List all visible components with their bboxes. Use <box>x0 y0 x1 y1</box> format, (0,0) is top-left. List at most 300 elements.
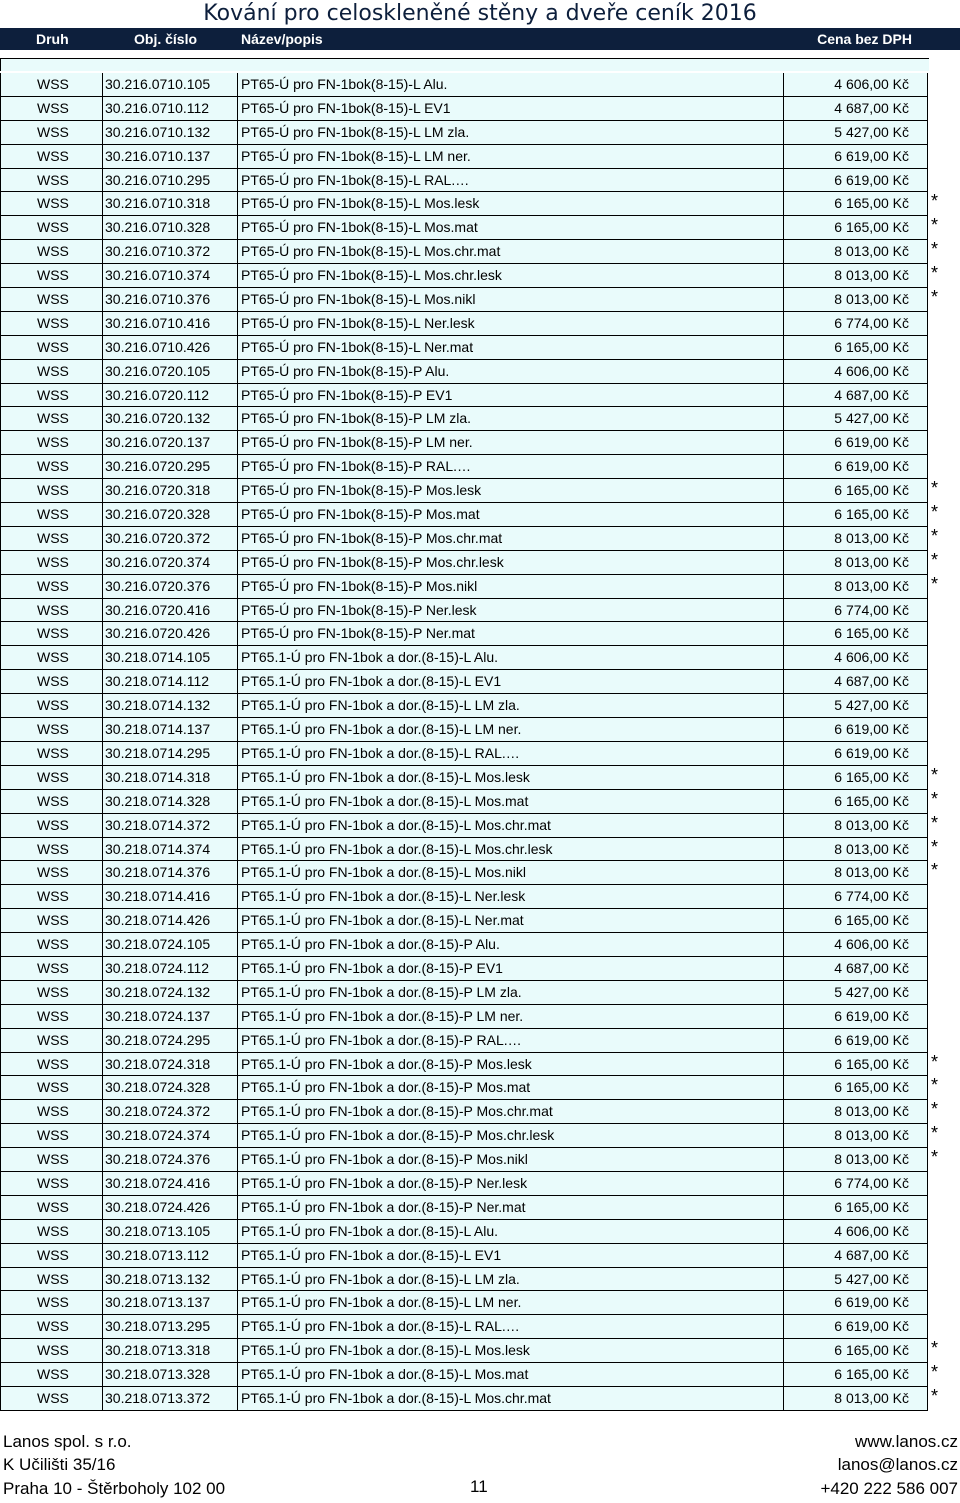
cell-obj-cislo: 30.216.0710.112 <box>103 97 238 121</box>
cell-obj-cislo: 30.218.0713.105 <box>103 1220 238 1244</box>
cell-nazev: PT65-Ú pro FN-1bok(8-15)-P LM zla. <box>238 407 784 431</box>
cell-druh: WSS <box>0 1244 103 1268</box>
cell-nazev: PT65.1-Ú pro FN-1bok a dor.(8-15)-P Mos.mat <box>238 1076 784 1100</box>
cell-obj-cislo: 30.218.0713.372 <box>103 1387 238 1411</box>
cell-nazev: PT65-Ú pro FN-1bok(8-15)-L LM ner. <box>238 145 784 169</box>
cell-obj-cislo: 30.218.0714.374 <box>103 838 238 862</box>
cell-obj-cislo: 30.218.0724.132 <box>103 981 238 1005</box>
cell-nazev: PT65.1-Ú pro FN-1bok a dor.(8-15)-L Mos.nikl <box>238 861 784 885</box>
footnote-star: * <box>931 549 939 570</box>
cell-cena: 6 165,00 Kč <box>784 1339 928 1363</box>
table-row <box>0 1196 960 1220</box>
cell-obj-cislo: 30.218.0714.372 <box>103 814 238 838</box>
cell-druh: WSS <box>0 1363 103 1387</box>
cell-obj-cislo: 30.216.0720.376 <box>103 575 238 599</box>
cell-druh: WSS <box>0 384 103 408</box>
cell-obj-cislo: 30.216.0710.295 <box>103 169 238 193</box>
cell-druh: WSS <box>0 814 103 838</box>
cell-obj-cislo: 30.216.0720.137 <box>103 431 238 455</box>
cell-druh: WSS <box>0 1220 103 1244</box>
footnote-star: * <box>931 1147 939 1168</box>
cell-cena: 6 619,00 Kč <box>784 742 928 766</box>
footnote-star: * <box>931 1075 939 1096</box>
footer-email-link[interactable]: lanos@lanos.cz <box>837 1455 958 1474</box>
table-row <box>0 957 960 981</box>
table-row <box>0 1387 960 1411</box>
table-row <box>0 527 960 551</box>
cell-obj-cislo: 30.218.0714.112 <box>103 670 238 694</box>
footnote-star: * <box>931 1051 939 1072</box>
cell-nazev: PT65.1-Ú pro FN-1bok a dor.(8-15)-P Mos.chr.mat <box>238 1100 784 1124</box>
cell-druh: WSS <box>0 407 103 431</box>
table-row <box>0 1172 960 1196</box>
cell-nazev: PT65.1-Ú pro FN-1bok a dor.(8-15)-P Ner.mat <box>238 1196 784 1220</box>
cell-druh: WSS <box>0 1005 103 1029</box>
table-row <box>0 360 960 384</box>
table-row <box>0 814 960 838</box>
header-obj-cislo: Obj. číslo <box>134 31 198 47</box>
cell-cena: 4 606,00 Kč <box>784 1220 928 1244</box>
table-row <box>0 455 960 479</box>
cell-obj-cislo: 30.216.0710.376 <box>103 288 238 312</box>
table-row <box>0 384 960 408</box>
cell-obj-cislo: 30.218.0724.328 <box>103 1076 238 1100</box>
cell-druh: WSS <box>0 1076 103 1100</box>
cell-nazev: PT65-Ú pro FN-1bok(8-15)-P Ner.lesk <box>238 599 784 623</box>
cell-cena: 8 013,00 Kč <box>784 838 928 862</box>
footer-street: K Učilišti 35/16 <box>3 1455 116 1474</box>
footnote-star: * <box>931 263 939 284</box>
cell-cena: 6 774,00 Kč <box>784 599 928 623</box>
cell-cena: 6 165,00 Kč <box>784 216 928 240</box>
cell-obj-cislo: 30.218.0713.132 <box>103 1268 238 1292</box>
cell-druh: WSS <box>0 145 103 169</box>
cell-cena: 8 013,00 Kč <box>784 264 928 288</box>
cell-nazev: PT65.1-Ú pro FN-1bok a dor.(8-15)-L Mos.chr.mat <box>238 1387 784 1411</box>
table-row <box>0 1053 960 1077</box>
table-row <box>0 1339 960 1363</box>
table-row <box>0 216 960 240</box>
cell-nazev: PT65.1-Ú pro FN-1bok a dor.(8-15)-P EV1 <box>238 957 784 981</box>
footnote-star: * <box>931 836 939 857</box>
cell-nazev: PT65.1-Ú pro FN-1bok a dor.(8-15)-L Ner.lesk <box>238 885 784 909</box>
cell-nazev: PT65.1-Ú pro FN-1bok a dor.(8-15)-L RAL.… <box>238 1315 784 1339</box>
table-header <box>0 28 960 50</box>
cell-druh: WSS <box>0 192 103 216</box>
table-row <box>0 766 960 790</box>
table-top-spacer <box>0 58 929 71</box>
cell-cena: 4 606,00 Kč <box>784 360 928 384</box>
cell-obj-cislo: 30.216.0710.416 <box>103 312 238 336</box>
cell-cena: 4 606,00 Kč <box>784 73 928 97</box>
cell-nazev: PT65.1-Ú pro FN-1bok a dor.(8-15)-P Mos.chr.lesk <box>238 1124 784 1148</box>
table-row <box>0 336 960 360</box>
table-row <box>0 503 960 527</box>
cell-nazev: PT65.1-Ú pro FN-1bok a dor.(8-15)-L LM zla. <box>238 694 784 718</box>
price-table <box>0 73 960 1411</box>
cell-druh: WSS <box>0 479 103 503</box>
table-row <box>0 1029 960 1053</box>
table-row <box>0 431 960 455</box>
cell-nazev: PT65.1-Ú pro FN-1bok a dor.(8-15)-L Mos.mat <box>238 1363 784 1387</box>
cell-druh: WSS <box>0 336 103 360</box>
cell-druh: WSS <box>0 1172 103 1196</box>
cell-obj-cislo: 30.216.0710.372 <box>103 240 238 264</box>
cell-obj-cislo: 30.218.0724.376 <box>103 1148 238 1172</box>
footer-phone: +420 222 586 007 <box>820 1479 958 1498</box>
cell-nazev: PT65-Ú pro FN-1bok(8-15)-L Mos.lesk <box>238 192 784 216</box>
cell-cena: 6 619,00 Kč <box>784 455 928 479</box>
cell-cena: 6 165,00 Kč <box>784 192 928 216</box>
cell-nazev: PT65.1-Ú pro FN-1bok a dor.(8-15)-L Mos.chr.lesk <box>238 838 784 862</box>
table-row <box>0 240 960 264</box>
cell-druh: WSS <box>0 957 103 981</box>
cell-druh: WSS <box>0 981 103 1005</box>
cell-cena: 5 427,00 Kč <box>784 981 928 1005</box>
cell-cena: 6 165,00 Kč <box>784 1076 928 1100</box>
cell-cena: 6 165,00 Kč <box>784 1196 928 1220</box>
cell-nazev: PT65-Ú pro FN-1bok(8-15)-L Ner.lesk <box>238 312 784 336</box>
cell-obj-cislo: 30.218.0724.372 <box>103 1100 238 1124</box>
cell-obj-cislo: 30.216.0720.295 <box>103 455 238 479</box>
cell-obj-cislo: 30.218.0724.426 <box>103 1196 238 1220</box>
cell-druh: WSS <box>0 885 103 909</box>
cell-druh: WSS <box>0 1053 103 1077</box>
cell-nazev: PT65-Ú pro FN-1bok(8-15)-P Alu. <box>238 360 784 384</box>
cell-cena: 5 427,00 Kč <box>784 1268 928 1292</box>
footnote-star: * <box>931 502 939 523</box>
cell-nazev: PT65-Ú pro FN-1bok(8-15)-L Alu. <box>238 73 784 97</box>
cell-druh: WSS <box>0 790 103 814</box>
cell-nazev: PT65.1-Ú pro FN-1bok a dor.(8-15)-P Mos.lesk <box>238 1053 784 1077</box>
cell-obj-cislo: 30.218.0724.318 <box>103 1053 238 1077</box>
footnote-star: * <box>931 287 939 308</box>
cell-druh: WSS <box>0 360 103 384</box>
cell-druh: WSS <box>0 312 103 336</box>
cell-obj-cislo: 30.216.0720.132 <box>103 407 238 431</box>
cell-obj-cislo: 30.218.0713.295 <box>103 1315 238 1339</box>
table-row <box>0 599 960 623</box>
cell-cena: 5 427,00 Kč <box>784 694 928 718</box>
cell-obj-cislo: 30.216.0710.426 <box>103 336 238 360</box>
cell-cena: 8 013,00 Kč <box>784 861 928 885</box>
header-cena: Cena bez DPH <box>817 31 912 47</box>
cell-cena: 6 619,00 Kč <box>784 169 928 193</box>
cell-druh: WSS <box>0 169 103 193</box>
table-row <box>0 264 960 288</box>
cell-druh: WSS <box>0 97 103 121</box>
cell-druh: WSS <box>0 264 103 288</box>
table-row <box>0 933 960 957</box>
cell-cena: 4 687,00 Kč <box>784 384 928 408</box>
footnote-star: * <box>931 1099 939 1120</box>
cell-obj-cislo: 30.216.0720.416 <box>103 599 238 623</box>
page-number: 11 <box>470 1477 488 1496</box>
table-row <box>0 312 960 336</box>
cell-obj-cislo: 30.216.0710.137 <box>103 145 238 169</box>
cell-obj-cislo: 30.216.0720.318 <box>103 479 238 503</box>
cell-obj-cislo: 30.216.0710.132 <box>103 121 238 145</box>
cell-obj-cislo: 30.218.0724.137 <box>103 1005 238 1029</box>
cell-nazev: PT65.1-Ú pro FN-1bok a dor.(8-15)-L Mos.lesk <box>238 1339 784 1363</box>
footnote-star: * <box>931 1338 939 1359</box>
cell-nazev: PT65.1-Ú pro FN-1bok a dor.(8-15)-L Mos.chr.mat <box>238 814 784 838</box>
table-row <box>0 981 960 1005</box>
cell-druh: WSS <box>0 861 103 885</box>
cell-cena: 6 165,00 Kč <box>784 790 928 814</box>
table-row <box>0 1005 960 1029</box>
page-title: Kování pro celoskleněné stěny a dveře ceník 2016 <box>203 1 757 26</box>
cell-cena: 8 013,00 Kč <box>784 288 928 312</box>
footnote-star: * <box>931 1362 939 1383</box>
cell-cena: 6 619,00 Kč <box>784 145 928 169</box>
cell-druh: WSS <box>0 838 103 862</box>
cell-cena: 4 687,00 Kč <box>784 1244 928 1268</box>
table-row <box>0 551 960 575</box>
cell-nazev: PT65.1-Ú pro FN-1bok a dor.(8-15)-P Ner.lesk <box>238 1172 784 1196</box>
cell-nazev: PT65-Ú pro FN-1bok(8-15)-P Mos.chr.lesk <box>238 551 784 575</box>
table-row <box>0 694 960 718</box>
table-row <box>0 885 960 909</box>
cell-nazev: PT65-Ú pro FN-1bok(8-15)-L Mos.chr.mat <box>238 240 784 264</box>
cell-nazev: PT65-Ú pro FN-1bok(8-15)-L LM zla. <box>238 121 784 145</box>
cell-cena: 6 619,00 Kč <box>784 1029 928 1053</box>
cell-cena: 6 619,00 Kč <box>784 431 928 455</box>
table-row <box>0 1100 960 1124</box>
cell-obj-cislo: 30.218.0714.426 <box>103 909 238 933</box>
table-row <box>0 1220 960 1244</box>
cell-nazev: PT65.1-Ú pro FN-1bok a dor.(8-15)-L LM ner. <box>238 718 784 742</box>
cell-druh: WSS <box>0 694 103 718</box>
table-row <box>0 1291 960 1315</box>
cell-druh: WSS <box>0 909 103 933</box>
cell-obj-cislo: 30.218.0714.318 <box>103 766 238 790</box>
cell-nazev: PT65.1-Ú pro FN-1bok a dor.(8-15)-L Mos.lesk <box>238 766 784 790</box>
cell-obj-cislo: 30.218.0724.105 <box>103 933 238 957</box>
cell-obj-cislo: 30.216.0720.105 <box>103 360 238 384</box>
cell-druh: WSS <box>0 575 103 599</box>
cell-druh: WSS <box>0 1315 103 1339</box>
cell-cena: 4 687,00 Kč <box>784 670 928 694</box>
cell-druh: WSS <box>0 121 103 145</box>
table-row <box>0 1315 960 1339</box>
cell-nazev: PT65.1-Ú pro FN-1bok a dor.(8-15)-P LM ner. <box>238 1005 784 1029</box>
cell-nazev: PT65.1-Ú pro FN-1bok a dor.(8-15)-P Alu. <box>238 933 784 957</box>
table-row <box>0 1244 960 1268</box>
cell-druh: WSS <box>0 1291 103 1315</box>
cell-druh: WSS <box>0 742 103 766</box>
cell-obj-cislo: 30.216.0720.372 <box>103 527 238 551</box>
cell-druh: WSS <box>0 622 103 646</box>
table-row <box>0 838 960 862</box>
table-row <box>0 73 960 97</box>
cell-obj-cislo: 30.218.0713.328 <box>103 1363 238 1387</box>
cell-nazev: PT65-Ú pro FN-1bok(8-15)-L EV1 <box>238 97 784 121</box>
footer-city: Praha 10 - Štěrboholy 102 00 <box>3 1479 226 1498</box>
cell-obj-cislo: 30.218.0713.318 <box>103 1339 238 1363</box>
cell-cena: 6 165,00 Kč <box>784 909 928 933</box>
cell-druh: WSS <box>0 1124 103 1148</box>
header-druh: Druh <box>36 31 69 47</box>
footnote-star: * <box>931 525 939 546</box>
cell-obj-cislo: 30.216.0710.374 <box>103 264 238 288</box>
cell-cena: 8 013,00 Kč <box>784 1124 928 1148</box>
cell-nazev: PT65-Ú pro FN-1bok(8-15)-P Mos.chr.mat <box>238 527 784 551</box>
cell-cena: 5 427,00 Kč <box>784 121 928 145</box>
cell-druh: WSS <box>0 1268 103 1292</box>
table-row <box>0 622 960 646</box>
footnote-star: * <box>931 812 939 833</box>
cell-druh: WSS <box>0 431 103 455</box>
cell-cena: 6 619,00 Kč <box>784 1005 928 1029</box>
footnote-star: * <box>931 1123 939 1144</box>
table-row <box>0 742 960 766</box>
cell-druh: WSS <box>0 1196 103 1220</box>
cell-druh: WSS <box>0 1339 103 1363</box>
cell-druh: WSS <box>0 1100 103 1124</box>
table-row <box>0 1076 960 1100</box>
cell-nazev: PT65-Ú pro FN-1bok(8-15)-P EV1 <box>238 384 784 408</box>
table-row <box>0 97 960 121</box>
cell-cena: 6 165,00 Kč <box>784 503 928 527</box>
table-row <box>0 718 960 742</box>
cell-nazev: PT65.1-Ú pro FN-1bok a dor.(8-15)-L LM ner. <box>238 1291 784 1315</box>
cell-nazev: PT65.1-Ú pro FN-1bok a dor.(8-15)-P LM zla. <box>238 981 784 1005</box>
cell-cena: 8 013,00 Kč <box>784 551 928 575</box>
footnote-star: * <box>931 860 939 881</box>
cell-obj-cislo: 30.216.0710.328 <box>103 216 238 240</box>
cell-cena: 8 013,00 Kč <box>784 240 928 264</box>
cell-druh: WSS <box>0 766 103 790</box>
page-footer <box>0 1430 960 1503</box>
cell-obj-cislo: 30.218.0714.132 <box>103 694 238 718</box>
table-row <box>0 1148 960 1172</box>
table-row <box>0 169 960 193</box>
cell-druh: WSS <box>0 240 103 264</box>
footnote-star: * <box>931 215 939 236</box>
cell-cena: 6 165,00 Kč <box>784 622 928 646</box>
cell-druh: WSS <box>0 1148 103 1172</box>
cell-nazev: PT65-Ú pro FN-1bok(8-15)-L Mos.chr.lesk <box>238 264 784 288</box>
footer-company: Lanos spol. s r.o. <box>3 1432 132 1451</box>
cell-druh: WSS <box>0 646 103 670</box>
header-nazev: Název/popis <box>241 31 323 47</box>
table-row <box>0 407 960 431</box>
cell-cena: 8 013,00 Kč <box>784 1100 928 1124</box>
cell-nazev: PT65.1-Ú pro FN-1bok a dor.(8-15)-L EV1 <box>238 1244 784 1268</box>
cell-cena: 6 774,00 Kč <box>784 885 928 909</box>
cell-cena: 8 013,00 Kč <box>784 814 928 838</box>
cell-druh: WSS <box>0 455 103 479</box>
cell-druh: WSS <box>0 503 103 527</box>
table-row <box>0 288 960 312</box>
cell-obj-cislo: 30.216.0710.105 <box>103 73 238 97</box>
cell-nazev: PT65-Ú pro FN-1bok(8-15)-P Mos.nikl <box>238 575 784 599</box>
cell-cena: 8 013,00 Kč <box>784 575 928 599</box>
cell-druh: WSS <box>0 933 103 957</box>
cell-obj-cislo: 30.218.0724.295 <box>103 1029 238 1053</box>
cell-obj-cislo: 30.218.0724.112 <box>103 957 238 981</box>
cell-obj-cislo: 30.218.0713.112 <box>103 1244 238 1268</box>
table-row <box>0 575 960 599</box>
table-row <box>0 861 960 885</box>
cell-cena: 5 427,00 Kč <box>784 407 928 431</box>
cell-cena: 6 165,00 Kč <box>784 479 928 503</box>
cell-obj-cislo: 30.218.0714.295 <box>103 742 238 766</box>
cell-druh: WSS <box>0 1387 103 1411</box>
cell-nazev: PT65.1-Ú pro FN-1bok a dor.(8-15)-L LM zla. <box>238 1268 784 1292</box>
cell-obj-cislo: 30.218.0714.137 <box>103 718 238 742</box>
cell-cena: 6 165,00 Kč <box>784 336 928 360</box>
cell-obj-cislo: 30.218.0714.416 <box>103 885 238 909</box>
cell-cena: 6 165,00 Kč <box>784 766 928 790</box>
cell-cena: 4 687,00 Kč <box>784 957 928 981</box>
cell-druh: WSS <box>0 73 103 97</box>
footer-web-link[interactable]: www.lanos.cz <box>855 1432 958 1451</box>
cell-druh: WSS <box>0 599 103 623</box>
cell-obj-cislo: 30.218.0714.328 <box>103 790 238 814</box>
cell-nazev: PT65.1-Ú pro FN-1bok a dor.(8-15)-P RAL.… <box>238 1029 784 1053</box>
cell-cena: 8 013,00 Kč <box>784 1387 928 1411</box>
cell-nazev: PT65-Ú pro FN-1bok(8-15)-L Ner.mat <box>238 336 784 360</box>
cell-druh: WSS <box>0 288 103 312</box>
cell-cena: 4 606,00 Kč <box>784 646 928 670</box>
cell-cena: 8 013,00 Kč <box>784 1148 928 1172</box>
cell-cena: 6 619,00 Kč <box>784 1315 928 1339</box>
footnote-star: * <box>931 573 939 594</box>
footnote-star: * <box>931 191 939 212</box>
cell-druh: WSS <box>0 718 103 742</box>
cell-druh: WSS <box>0 216 103 240</box>
footnote-star: * <box>931 1385 939 1406</box>
cell-cena: 6 619,00 Kč <box>784 1291 928 1315</box>
cell-obj-cislo: 30.218.0714.105 <box>103 646 238 670</box>
cell-nazev: PT65.1-Ú pro FN-1bok a dor.(8-15)-L Alu. <box>238 1220 784 1244</box>
cell-nazev: PT65.1-Ú pro FN-1bok a dor.(8-15)-L Alu. <box>238 646 784 670</box>
table-row <box>0 646 960 670</box>
cell-cena: 6 165,00 Kč <box>784 1363 928 1387</box>
cell-cena: 6 165,00 Kč <box>784 1053 928 1077</box>
cell-obj-cislo: 30.216.0710.318 <box>103 192 238 216</box>
table-row <box>0 670 960 694</box>
cell-obj-cislo: 30.216.0720.112 <box>103 384 238 408</box>
cell-cena: 8 013,00 Kč <box>784 527 928 551</box>
cell-cena: 4 606,00 Kč <box>784 933 928 957</box>
cell-nazev: PT65.1-Ú pro FN-1bok a dor.(8-15)-L RAL.… <box>238 742 784 766</box>
table-row <box>0 479 960 503</box>
table-row <box>0 1268 960 1292</box>
cell-nazev: PT65-Ú pro FN-1bok(8-15)-P Mos.lesk <box>238 479 784 503</box>
cell-nazev: PT65-Ú pro FN-1bok(8-15)-L Mos.mat <box>238 216 784 240</box>
cell-nazev: PT65-Ú pro FN-1bok(8-15)-L RAL.… <box>238 169 784 193</box>
cell-nazev: PT65.1-Ú pro FN-1bok a dor.(8-15)-L Ner.mat <box>238 909 784 933</box>
cell-cena: 6 774,00 Kč <box>784 312 928 336</box>
cell-nazev: PT65.1-Ú pro FN-1bok a dor.(8-15)-P Mos.nikl <box>238 1148 784 1172</box>
cell-nazev: PT65-Ú pro FN-1bok(8-15)-P Mos.mat <box>238 503 784 527</box>
table-row <box>0 192 960 216</box>
cell-cena: 4 687,00 Kč <box>784 97 928 121</box>
cell-nazev: PT65-Ú pro FN-1bok(8-15)-P RAL.… <box>238 455 784 479</box>
cell-obj-cislo: 30.218.0724.374 <box>103 1124 238 1148</box>
table-row <box>0 1363 960 1387</box>
cell-obj-cislo: 30.218.0713.137 <box>103 1291 238 1315</box>
table-row <box>0 909 960 933</box>
cell-obj-cislo: 30.216.0720.328 <box>103 503 238 527</box>
table-row <box>0 145 960 169</box>
table-row <box>0 1124 960 1148</box>
table-row <box>0 790 960 814</box>
cell-obj-cislo: 30.218.0724.416 <box>103 1172 238 1196</box>
